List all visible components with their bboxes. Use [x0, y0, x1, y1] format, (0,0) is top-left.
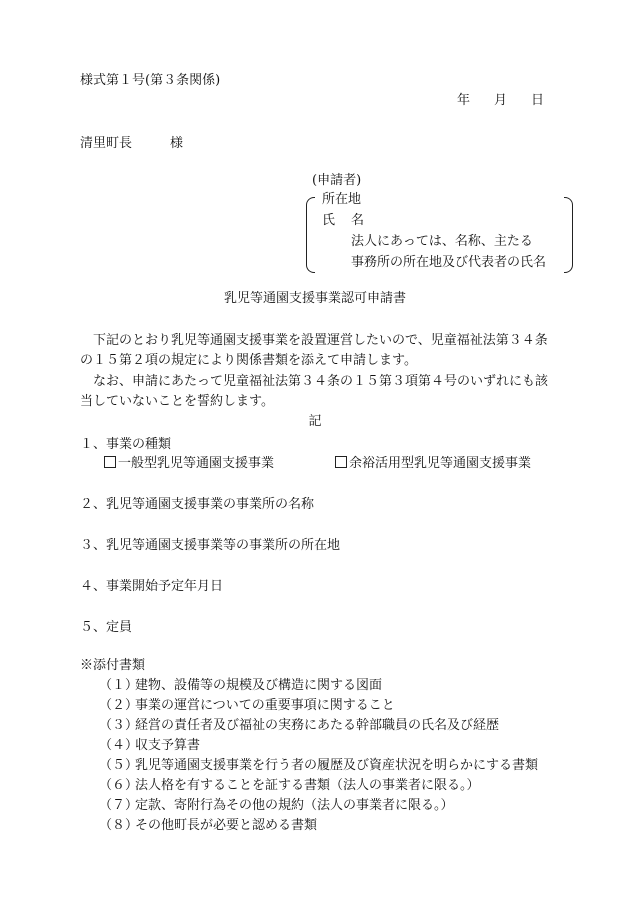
attachment-num: （７） — [99, 798, 139, 813]
attachment-item — [99, 798, 454, 814]
applicant-label: (申請者) — [312, 173, 362, 188]
date-year: 年 — [457, 93, 471, 108]
attachment-text: 建物、設備等の規模及び構造に関する図面 — [135, 678, 383, 693]
honorific: 様 — [170, 136, 184, 151]
name-label-2: 名 — [351, 213, 365, 228]
attachment-text: 法人格を有することを証する書類（法人の事業者に限る。） — [135, 778, 480, 793]
attachment-num: （１） — [99, 678, 139, 693]
type-option-surplus[interactable] — [335, 456, 531, 472]
applicant-note-1: 法人にあっては、名称、主たる — [351, 234, 533, 249]
name-label-1: 氏 — [322, 213, 336, 228]
paragraph-2 — [80, 372, 550, 412]
attachment-item — [99, 818, 317, 834]
date-month: 月 — [494, 93, 508, 108]
addressee-line — [80, 136, 183, 152]
attachment-num: （５） — [99, 758, 139, 773]
bracket-right — [564, 197, 573, 273]
attachment-text: 事業の運営についての重要事項に関すること — [135, 698, 395, 713]
attachment-text: その他町長が必要と認める書類 — [135, 818, 318, 833]
attachment-num: （８） — [99, 818, 139, 833]
attachment-text: 経営の責任者及び福祉の実務にあたる幹部職員の氏名及び経歴 — [135, 718, 500, 733]
attachment-num: （３） — [99, 718, 139, 733]
attachment-item — [99, 698, 395, 714]
type-option-general-label: 一般型乳児等通園支援事業 — [118, 456, 275, 471]
item-capacity: ５、定員 — [80, 620, 133, 635]
paragraph-2-text: なお、申請にあたって児童福祉法第３４条の１５第３項第４号のいずれにも該当していないことを誓約します。 — [80, 374, 549, 409]
type-option-general[interactable] — [104, 456, 274, 472]
attachment-num: （２） — [99, 698, 139, 713]
attachment-item — [99, 738, 200, 754]
checkbox-general[interactable] — [104, 456, 116, 468]
item-business-type: １、事業の種類 — [80, 437, 172, 452]
name-label — [322, 213, 364, 229]
item-start-date: ４、事業開始予定年月日 — [80, 579, 224, 594]
attachment-item — [99, 758, 538, 774]
attachments-heading: ※添付書類 — [80, 658, 146, 673]
date-day: 日 — [531, 93, 545, 108]
addressee: 清里町長 — [80, 136, 133, 151]
attachment-num: （４） — [99, 738, 139, 753]
type-option-surplus-label: 余裕活用型乳児等通園支援事業 — [349, 456, 532, 471]
attachment-item — [99, 778, 480, 794]
attachment-item — [99, 718, 499, 734]
checkbox-surplus[interactable] — [335, 456, 347, 468]
ki-heading: 記 — [308, 414, 322, 429]
attachment-text: 乳児等通園支援事業を行う者の履歴及び資産状況を明らかにする書類 — [135, 758, 539, 773]
paragraph-1 — [80, 331, 550, 371]
document-title: 乳児等通園支援事業認可申請書 — [223, 291, 406, 306]
item-facility-address: ３、乳児等通園支援事業等の事業所の所在地 — [80, 538, 341, 553]
paragraph-1-text: 下記のとおり乳児等通園支援事業を設置運営したいので、児童福祉法第３４条の１５第２項の規定により関係書類を添えて申請します。 — [80, 333, 548, 368]
date-line — [457, 93, 544, 109]
attachment-text: 定款、寄附行為その他の規約（法人の事業者に限る。） — [135, 798, 454, 813]
attachment-text: 収支予算書 — [135, 738, 201, 753]
address-label: 所在地 — [322, 192, 362, 207]
item-facility-name: ２、乳児等通園支援事業の事業所の名称 — [80, 497, 315, 512]
bracket-left — [306, 197, 315, 273]
attachment-num: （６） — [99, 778, 139, 793]
applicant-note-2: 事務所の所在地及び代表者の氏名 — [351, 255, 547, 270]
form-number: 様式第１号(第３条関係) — [80, 73, 221, 88]
attachment-item — [99, 678, 382, 694]
